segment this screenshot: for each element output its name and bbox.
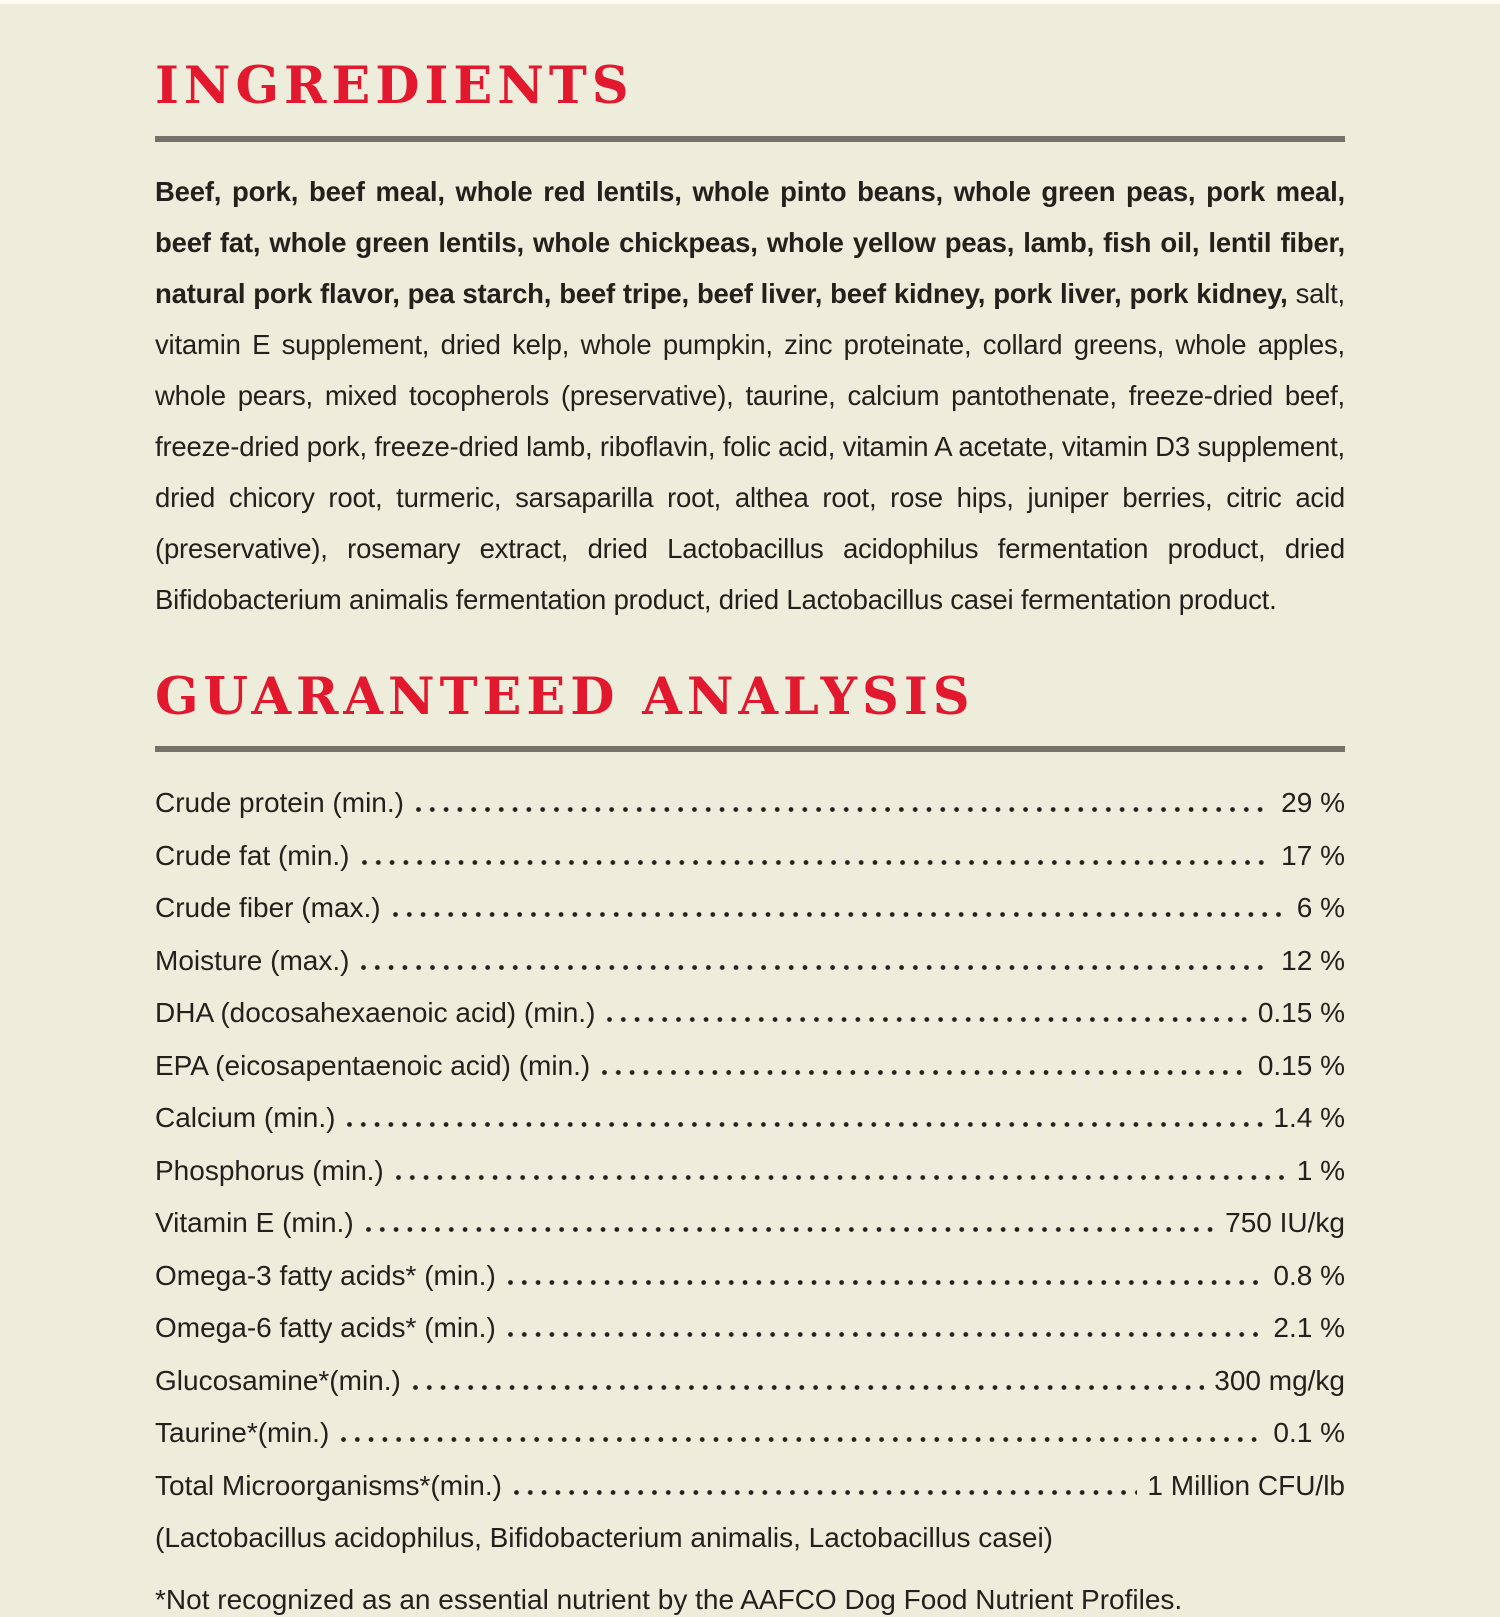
analysis-nutrient-label: Phosphorus (min.) (155, 1154, 384, 1186)
analysis-nutrient-value: 0.8 % (1273, 1259, 1345, 1291)
aafco-footnote: *Not recognized as an essential nutrient by the AAFCO Dog Food Nutrient Profiles. (155, 1584, 1183, 1616)
analysis-row (155, 1206, 1345, 1240)
analysis-nutrient-label: Calcium (min.) (155, 1102, 336, 1134)
analysis-nutrient-value: 0.15 % (1257, 1049, 1345, 1081)
dot-leader (607, 1017, 1247, 1022)
analysis-nutrient-value: 1 % (1296, 1154, 1345, 1186)
analysis-nutrient-value: 1.4 % (1273, 1102, 1345, 1134)
analysis-nutrient-label: Moisture (max.) (155, 944, 350, 976)
analysis-row (155, 891, 1345, 925)
analysis-nutrient-value: 0.1 % (1273, 1417, 1345, 1449)
ingredients-paragraph (155, 166, 1345, 625)
guaranteed-analysis-section (155, 666, 1345, 1617)
analysis-row (155, 1101, 1345, 1135)
pet-food-label (0, 4, 1500, 1617)
analysis-nutrient-value: 750 IU/kg (1225, 1207, 1345, 1239)
analysis-nutrient-label: Vitamin E (min.) (155, 1207, 354, 1239)
analysis-nutrient-label: Total Microorganisms*(min.) (155, 1469, 502, 1501)
analysis-nutrient-label: Crude fat (min.) (155, 839, 350, 871)
dot-leader (416, 807, 1271, 812)
analysis-nutrient-value: 0.15 % (1257, 997, 1345, 1029)
analysis-row (155, 839, 1345, 873)
analysis-nutrient-value: 29 % (1281, 787, 1345, 819)
analysis-nutrient-label: Crude protein (min.) (155, 787, 404, 819)
guaranteed-analysis-divider (155, 746, 1345, 752)
analysis-nutrient-label: Omega-3 fatty acids* (min.) (155, 1259, 496, 1291)
analysis-row (155, 1364, 1345, 1398)
microorganisms-subnote: (Lactobacillus acidophilus, Bifidobacterium animalis, Lactobacillus casei) (155, 1522, 1053, 1554)
dot-leader (393, 912, 1287, 917)
dot-leader (341, 1437, 1263, 1442)
dot-leader (602, 1070, 1248, 1075)
analysis-nutrient-label: Crude fiber (max.) (155, 892, 381, 924)
analysis-table (155, 786, 1345, 1503)
analysis-nutrient-label: Taurine*(min.) (155, 1417, 330, 1449)
analysis-row (155, 1311, 1345, 1345)
dot-leader (413, 1385, 1204, 1390)
analysis-nutrient-label: Glucosamine*(min.) (155, 1364, 401, 1396)
analysis-row (155, 1154, 1345, 1188)
analysis-nutrient-label: EPA (eicosapentaenoic acid) (min.) (155, 1049, 591, 1081)
analysis-row (155, 996, 1345, 1030)
analysis-row (155, 786, 1345, 820)
dot-leader (347, 1122, 1263, 1127)
dot-leader (361, 965, 1271, 970)
analysis-nutrient-value: 6 % (1296, 892, 1345, 924)
dot-leader (396, 1175, 1287, 1180)
dot-leader (514, 1490, 1137, 1495)
ingredients-divider (155, 136, 1345, 142)
analysis-row (155, 1259, 1345, 1293)
dot-leader (508, 1280, 1264, 1285)
analysis-nutrient-value: 300 mg/kg (1214, 1364, 1345, 1396)
dot-leader (508, 1332, 1264, 1337)
analysis-nutrient-label: Omega-6 fatty acids* (min.) (155, 1312, 496, 1344)
ingredients-heading: INGREDIENTS (155, 56, 634, 116)
dot-leader (362, 860, 1272, 865)
analysis-row (155, 1049, 1345, 1083)
analysis-nutrient-value: 2.1 % (1273, 1312, 1345, 1344)
ingredients-primary-list: Beef, pork, beef meal, whole red lentils, whole pinto beans, whole green peas, pork meal, beef fat, whole green lentils, whole chickpeas, whole yellow peas, lamb, fish oil, lentil fiber, natural pork flavor, pea starch, beef tripe, beef liver, beef kidney, pork liver, pork kidney, (155, 175, 1345, 309)
dot-leader (366, 1227, 1216, 1232)
analysis-nutrient-value: 17 % (1281, 839, 1345, 871)
analysis-row (155, 944, 1345, 978)
ingredients-secondary-list: salt, vitamin E supplement, dried kelp, whole pumpkin, zinc proteinate, collard greens, whole apples, whole pears, mixed tocopherols (preservative), taurine, calcium pantothenate, freeze-dried beef, freeze-dried pork, freeze-dried lamb, riboflavin, folic acid, vitamin A acetate, vitamin D3 supplement, dried chicory root, turmeric, sarsaparilla root, althea root, rose hips, juniper berries, citric acid (preservative), rosemary extract, dried Lactobacillus acidophilus fermentation product, dried Bifidobacterium animalis fermentation product, dried Lactobacillus casei fermentation product. (155, 277, 1346, 615)
guaranteed-analysis-heading: GUARANTEED ANALYSIS (155, 666, 975, 727)
analysis-row (155, 1469, 1345, 1503)
ingredients-section (155, 56, 1346, 625)
analysis-nutrient-value: 12 % (1281, 944, 1345, 976)
analysis-nutrient-label: DHA (docosahexaenoic acid) (min.) (155, 997, 596, 1029)
analysis-row (155, 1416, 1345, 1450)
analysis-nutrient-value: 1 Million CFU/lb (1147, 1469, 1345, 1501)
